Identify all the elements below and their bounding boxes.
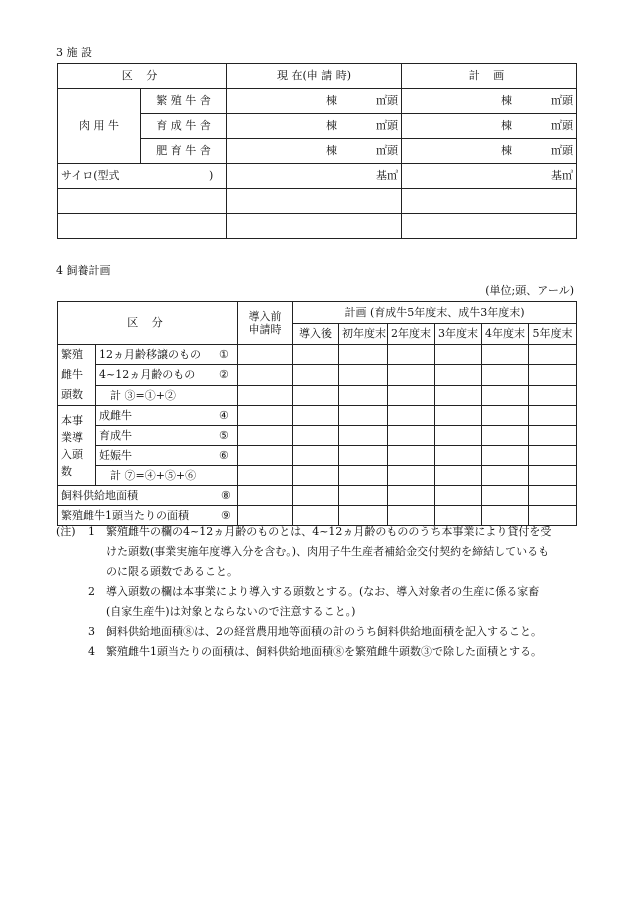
data-cell [435, 385, 482, 405]
blank-cell [58, 214, 227, 239]
data-cell [388, 385, 435, 405]
row-label: 12ヵ月齢移譲のもの ① [96, 345, 238, 365]
data-cell [238, 486, 293, 506]
cell-plan: 棟 ㎡頭 [402, 89, 577, 114]
data-cell [339, 426, 388, 446]
note-4-line: 繁殖雌牛1頭当たりの面積は、飼料供給地面積⑧を繁殖雌牛頭数③で除した面積とする。 [106, 645, 542, 658]
group-beef: 肉 用 牛 [58, 89, 141, 164]
data-cell [339, 365, 388, 385]
data-cell [339, 385, 388, 405]
note-3-line: 飼料供給地面積⑧は、2の経営農用地等面積の計のうち飼料供給地面積を記入すること。 [106, 625, 542, 638]
col-header: 3年度末 [435, 324, 482, 345]
row-rearing-barn: 育 成 牛 舎 [141, 114, 227, 139]
col-header: 4年度末 [482, 324, 529, 345]
data-cell [529, 345, 577, 365]
data-cell [388, 446, 435, 466]
hdr-kubun: 区 分 [58, 302, 238, 345]
hdr-kubun: 区 分 [58, 64, 227, 89]
row-fattening-barn: 肥 育 牛 舎 [141, 139, 227, 164]
note-2-number: 2 [88, 585, 95, 598]
row-label: 妊娠牛 ⑥ [96, 446, 238, 466]
note-1-line: けた頭数(事業実施年度導入分を含む。)、肉用子牛生産者補給金交付契約を締結しているも [106, 545, 550, 558]
data-cell [435, 406, 482, 426]
data-cell [238, 406, 293, 426]
data-cell [435, 446, 482, 466]
row-label: 育成牛 ⑤ [96, 426, 238, 446]
cell-silo-plan: 基㎥ [402, 164, 577, 189]
note-1-number: 1 [88, 525, 95, 538]
data-cell [482, 385, 529, 405]
hdr-plan: 計画 (育成牛5年度末、成牛3年度末) [293, 302, 577, 324]
cell-current: 棟 ㎡頭 [227, 89, 402, 114]
data-cell [388, 426, 435, 446]
col-header: 導入後 [293, 324, 339, 345]
row-area-per-head: 繁殖雌牛1頭当たりの面積 ⑨ [58, 506, 238, 526]
data-cell [238, 426, 293, 446]
cell-plan: 棟 ㎡頭 [402, 114, 577, 139]
section3-heading: 3 施 設 [56, 46, 92, 59]
row-label: 4~12ヵ月齢のもの ② [96, 365, 238, 385]
blank-cell [402, 189, 577, 214]
group-introduced: 本事 業導 入頭 数 [58, 406, 96, 486]
note-1-line: のに限る頭数であること。 [106, 565, 238, 578]
cell-plan: 棟 ㎡頭 [402, 139, 577, 164]
data-cell [388, 345, 435, 365]
data-cell [339, 345, 388, 365]
cell-silo-current: 基㎥ [227, 164, 402, 189]
blank-cell [402, 214, 577, 239]
hdr-plan: 計 画 [402, 64, 577, 89]
data-cell [529, 486, 577, 506]
blank-cell [58, 189, 227, 214]
col-header: 2年度末 [388, 324, 435, 345]
data-cell [435, 426, 482, 446]
data-cell [339, 446, 388, 466]
cell-current: 棟 ㎡頭 [227, 114, 402, 139]
notes-label: (注) [56, 525, 76, 538]
hdr-current: 現 在(申 請 時) [227, 64, 402, 89]
note-3-number: 3 [88, 625, 95, 638]
data-cell [435, 466, 482, 486]
note-2-line: 導入頭数の欄は本事業により導入する頭数とする。(なお、導入対象者の生産に係る家畜 [106, 585, 540, 598]
unit-label: (単位;頭、アール) [485, 284, 574, 297]
data-cell [238, 466, 293, 486]
group-breeding-female: 繁殖 雌牛 頭数 [58, 345, 96, 406]
data-cell [238, 446, 293, 466]
row-silo: サイロ(型式 ) [58, 164, 227, 189]
data-cell [388, 365, 435, 385]
data-cell [388, 466, 435, 486]
data-cell [482, 426, 529, 446]
data-cell [482, 446, 529, 466]
section4-heading: 4 飼養計画 [56, 264, 111, 277]
data-cell [529, 466, 577, 486]
data-cell [482, 406, 529, 426]
data-cell [435, 365, 482, 385]
data-cell [293, 365, 339, 385]
data-cell [529, 406, 577, 426]
feeding-plan-table [57, 301, 577, 526]
facility-table [57, 63, 577, 239]
data-cell [482, 345, 529, 365]
data-cell [339, 486, 388, 506]
data-cell [339, 406, 388, 426]
data-cell [238, 365, 293, 385]
data-cell [293, 486, 339, 506]
data-cell [293, 406, 339, 426]
data-cell [238, 345, 293, 365]
data-cell [529, 385, 577, 405]
data-cell [482, 365, 529, 385]
data-cell [388, 486, 435, 506]
data-cell [435, 345, 482, 365]
blank-cell [227, 189, 402, 214]
row-feed-area: 飼料供給地面積 ⑧ [58, 486, 238, 506]
data-cell [293, 385, 339, 405]
data-cell [293, 466, 339, 486]
row-breeding-barn: 繁 殖 牛 舎 [141, 89, 227, 114]
row-label: 成雌牛 ④ [96, 406, 238, 426]
data-cell [339, 466, 388, 486]
data-cell [482, 466, 529, 486]
col-header: 初年度末 [339, 324, 388, 345]
note-1-line: 繁殖雌牛の欄の4~12ヵ月齢のものとは、4~12ヵ月齢のもののうち本事業により貸付を受 [106, 525, 552, 538]
cell-current: 棟 ㎡頭 [227, 139, 402, 164]
blank-cell [227, 214, 402, 239]
data-cell [238, 385, 293, 405]
data-cell [482, 486, 529, 506]
data-cell [435, 486, 482, 506]
data-cell [529, 365, 577, 385]
data-cell [388, 406, 435, 426]
row-total: 計 ③=①+② [96, 385, 238, 405]
note-2-line: (自家生産牛)は対象とならないので注意すること。) [106, 605, 356, 618]
data-cell [293, 446, 339, 466]
row-total: 計 ⑦=④+⑤+⑥ [96, 466, 238, 486]
data-cell [529, 446, 577, 466]
note-4-number: 4 [88, 645, 95, 658]
data-cell [293, 426, 339, 446]
data-cell [529, 426, 577, 446]
hdr-before-intro: 導入前 申請時 [238, 302, 293, 345]
data-cell [293, 345, 339, 365]
col-header: 5年度末 [529, 324, 577, 345]
